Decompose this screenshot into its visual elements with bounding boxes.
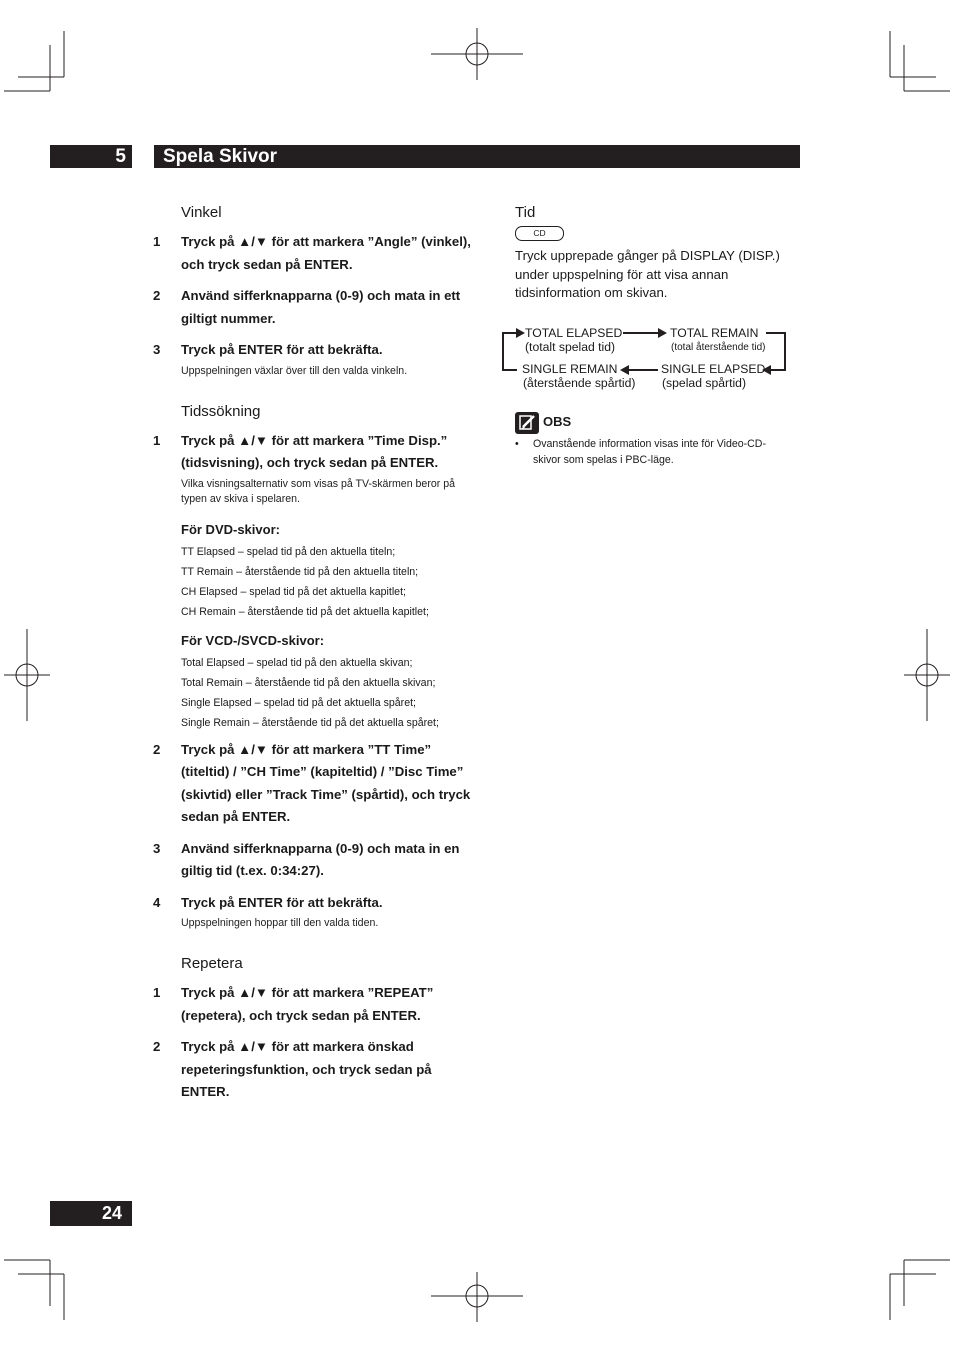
obs-title: OBS: [543, 414, 572, 429]
step-text: Tryck på ENTER för att bekräfta.: [181, 894, 383, 910]
step-number: 2: [153, 1039, 161, 1054]
section-heading-vinkel: Vinkel: [181, 204, 222, 221]
note: Vilka visningsalternativ som visas på TV-skärmen beror på typen av skiva i spelaren.: [181, 477, 455, 505]
list-item: TT Remain – återstående tid på den aktuella titeln;: [181, 565, 419, 578]
total-elapsed-sub: (totalt spelad tid): [525, 340, 616, 354]
dvd-title: För DVD-skivor:: [181, 521, 280, 537]
step-text: Tryck på ▲/▼ för att markera ”Time Disp.” (tidsvisning), och tryck sedan på ENTER.: [181, 432, 448, 470]
section-heading-repetera: Repetera: [181, 955, 243, 972]
step-number: 3: [153, 342, 161, 357]
step: [153, 1036, 473, 1104]
time-cycle-diagram: [0, 0, 954, 400]
total-remain-sub: (total återstående tid): [671, 342, 766, 353]
section-heading-tid: Tid: [515, 204, 536, 221]
step-text: Tryck på ▲/▼ för att markera ”TT Time” (titeltid) / ”CH Time” (kapiteltid) / ”Disc Time” (skivtid) eller ”Track Time” (spårtid), och tryck sedan på ENTER.: [181, 741, 471, 824]
dvd-list: [153, 542, 473, 622]
step-text: Använd sifferknapparna (0-9) och mata in en giltig tid (t.ex. 0:34:27).: [181, 840, 460, 878]
chapter-title: Spela Skivor: [154, 145, 800, 168]
step-text: Tryck på ▲/▼ för att markera ”REPEAT” (repetera), och tryck sedan på ENTER.: [181, 985, 434, 1023]
step-text: Tryck på ▲/▼ för att markera önskad repeteringsfunktion, och tryck sedan på ENTER.: [181, 1039, 432, 1099]
list-item: CH Elapsed – spelad tid på det aktuella kapitlet;: [181, 585, 406, 598]
step-text: Använd sifferknapparna (0-9) och mata in ett giltigt nummer.: [181, 288, 461, 326]
step: [153, 739, 473, 829]
step-number: 3: [153, 840, 161, 856]
tid-paragraph: Tryck upprepade gånger på DISPLAY (DISP.) under uppspelning för att visa annan tidsinformation om skivan.: [515, 248, 780, 300]
step-number: 1: [153, 432, 161, 448]
step-number: 1: [153, 234, 161, 249]
total-remain-label: TOTAL REMAIN: [670, 326, 759, 340]
step-number: 2: [153, 288, 161, 303]
single-elapsed-sub: (spelad spårtid): [662, 376, 746, 390]
cd-badge: CD: [515, 226, 564, 241]
section-heading-tidssokning: Tidssökning: [181, 402, 261, 420]
vcd-list: [153, 653, 473, 733]
step: [153, 430, 473, 475]
step: [153, 982, 473, 1027]
chapter-number: 5: [50, 145, 132, 168]
note: Uppspelningen växlar över till den valda vinkeln.: [181, 364, 408, 377]
bullet: •: [515, 438, 519, 450]
page-number: 24: [50, 1201, 132, 1226]
step: [153, 838, 473, 883]
total-elapsed-label: TOTAL ELAPSED: [525, 326, 623, 340]
arrow-head-icon: [620, 365, 629, 375]
step-text: Tryck på ▲/▼ för att markera ”Angle” (vinkel), och tryck sedan på ENTER.: [181, 234, 471, 272]
note: Uppspelningen hoppar till den valda tiden.: [181, 917, 379, 929]
arrow-head-icon: [658, 328, 667, 338]
step-text: Tryck på ENTER för att bekräfta.: [181, 342, 383, 357]
obs-note: [515, 437, 775, 468]
pencil-note-icon: [515, 412, 539, 434]
arrow-head-icon: [516, 328, 525, 338]
single-remain-label: SINGLE REMAIN: [522, 362, 618, 376]
step-number: 1: [153, 985, 161, 1000]
list-item: Single Elapsed – spelad tid på det aktuella spåret;: [181, 696, 416, 709]
vcd-title: För VCD-/SVCD-skivor:: [181, 632, 325, 648]
list-item: Single Remain – återstående tid på det aktuella spåret;: [181, 716, 439, 729]
list-item: Total Elapsed – spelad tid på den aktuella skivan;: [181, 656, 413, 669]
single-remain-sub: (återstående spårtid): [523, 376, 636, 390]
list-item: TT Elapsed – spelad tid på den aktuella titeln;: [181, 545, 396, 558]
list-item: CH Remain – återstående tid på det aktuella kapitlet;: [181, 605, 429, 618]
step-number: 4: [153, 894, 161, 910]
step-number: 2: [153, 741, 161, 757]
step: [153, 892, 473, 915]
single-elapsed-label: SINGLE ELAPSED: [661, 362, 766, 376]
obs-note-text: Ovanstående information visas inte för Video-CD-skivor som spelas i PBC-läge.: [533, 438, 766, 466]
list-item: Total Remain – återstående tid på den aktuella skivan;: [181, 676, 436, 689]
